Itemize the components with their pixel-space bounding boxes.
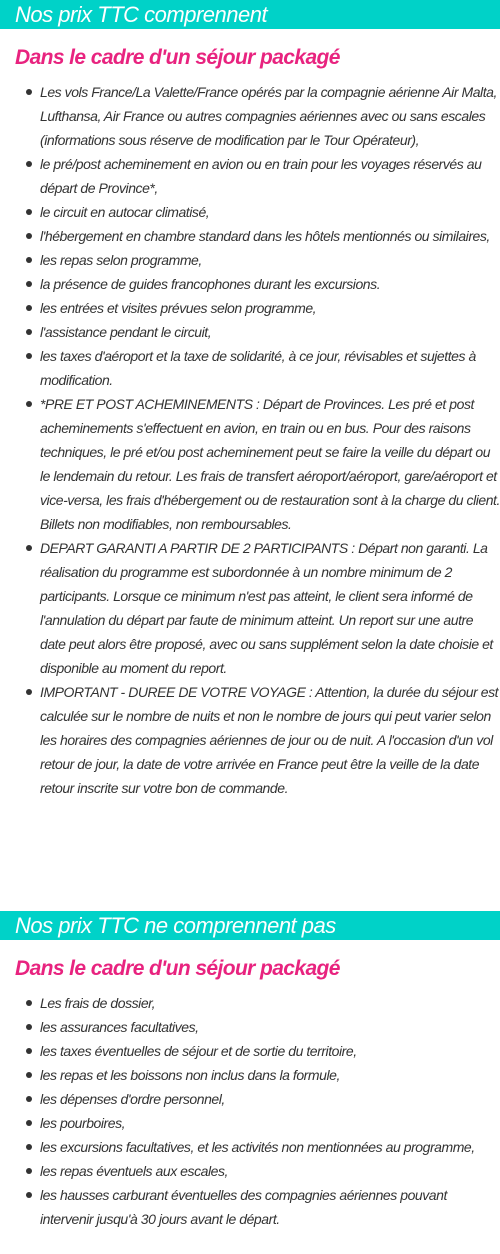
list-item bbox=[0, 1183, 500, 1231]
included-list bbox=[0, 80, 500, 800]
bullet-icon bbox=[26, 1144, 32, 1150]
bullet-icon bbox=[26, 401, 32, 407]
list-item bbox=[0, 1111, 500, 1135]
list-item bbox=[0, 320, 500, 344]
list-item bbox=[0, 224, 500, 248]
bullet-icon bbox=[26, 1072, 32, 1078]
bullet-icon bbox=[26, 545, 32, 551]
bullet-icon bbox=[26, 353, 32, 359]
list-item-text: la présence de guides francophones durant les excursions. bbox=[40, 276, 381, 292]
section-included-subtitle: Dans le cadre d'un séjour packagé bbox=[15, 46, 340, 69]
list-item bbox=[0, 536, 500, 680]
list-item bbox=[0, 1159, 500, 1183]
bullet-icon bbox=[26, 1168, 32, 1174]
list-item bbox=[0, 1135, 500, 1159]
bullet-icon bbox=[26, 233, 32, 239]
bullet-icon bbox=[26, 209, 32, 215]
list-item bbox=[0, 1087, 500, 1111]
bullet-icon bbox=[26, 281, 32, 287]
list-item-text: les repas éventuels aux escales, bbox=[40, 1163, 228, 1179]
list-item bbox=[0, 991, 500, 1015]
section-excluded-banner: Nos prix TTC ne comprennent pas bbox=[0, 911, 500, 940]
bullet-icon bbox=[26, 1048, 32, 1054]
list-item-text: l'assistance pendant le circuit, bbox=[40, 324, 212, 340]
list-item-text: Les vols France/La Valette/France opérés par la compagnie aérienne Air Malta, Lufthansa, Air France ou autres compagnies aériennes avec ou sans escales (informations sous réserve de modification par le Tour Opérateur), bbox=[40, 84, 497, 148]
list-item bbox=[0, 1039, 500, 1063]
bullet-icon bbox=[26, 257, 32, 263]
bullet-icon bbox=[26, 89, 32, 95]
bullet-icon bbox=[26, 1024, 32, 1030]
list-item bbox=[0, 344, 500, 392]
list-item bbox=[0, 80, 500, 152]
list-item bbox=[0, 248, 500, 272]
list-item-text: les dépenses d'ordre personnel, bbox=[40, 1091, 225, 1107]
list-item bbox=[0, 680, 500, 800]
list-item bbox=[0, 200, 500, 224]
list-item-text: DEPART GARANTI A PARTIR DE 2 PARTICIPANTS : Départ non garanti. La réalisation du programme est subordonnée à un nombre minimum de 2 participants. Lorsque ce minimum n'est pas atteint, le client sera informé de l'annulation du départ par faute de minimum atteint. Un report sur une autre date peut alors être proposé, avec ou sans supplément selon la date choisie et disponible au moment du report. bbox=[40, 540, 493, 676]
list-item-text: les pourboires, bbox=[40, 1115, 126, 1131]
list-item bbox=[0, 272, 500, 296]
list-item bbox=[0, 392, 500, 536]
bullet-icon bbox=[26, 161, 32, 167]
list-item-text: les assurances facultatives, bbox=[40, 1019, 199, 1035]
list-item-text: les repas selon programme, bbox=[40, 252, 202, 268]
list-item-text: *PRE ET POST ACHEMINEMENTS : Départ de Provinces. Les pré et post acheminements s'effectuent en avion, en train ou en bus. Pour des raisons techniques, le pré et/ou post acheminement peut se faire la veille du départ ou le lendemain du retour. Les frais de transfert aéroport/aéroport, gare/aéroport et vice-versa, les frais d'hébergement ou de restauration sont à la charge du client. Billets non modifiables, non remboursables. bbox=[40, 396, 500, 532]
bullet-icon bbox=[26, 1120, 32, 1126]
bullet-icon bbox=[26, 689, 32, 695]
list-item-text: les entrées et visites prévues selon programme, bbox=[40, 300, 317, 316]
list-item bbox=[0, 1063, 500, 1087]
list-item-text: les excursions facultatives, et les activités non mentionnées au programme, bbox=[40, 1139, 475, 1155]
list-item-text: Les frais de dossier, bbox=[40, 995, 156, 1011]
excluded-list bbox=[0, 991, 500, 1231]
bullet-icon bbox=[26, 1192, 32, 1198]
list-item-text: l'hébergement en chambre standard dans les hôtels mentionnés ou similaires, bbox=[40, 228, 490, 244]
bullet-icon bbox=[26, 1096, 32, 1102]
bullet-icon bbox=[26, 329, 32, 335]
list-item-text: le circuit en autocar climatisé, bbox=[40, 204, 210, 220]
list-item-text: les taxes éventuelles de séjour et de sortie du territoire, bbox=[40, 1043, 357, 1059]
section-excluded-subtitle: Dans le cadre d'un séjour packagé bbox=[15, 957, 340, 980]
list-item-text: IMPORTANT - DUREE DE VOTRE VOYAGE : Attention, la durée du séjour est calculée sur le nombre de nuits et non le nombre de jours qui peut varier selon les horaires des compagnies aériennes de jour ou de nuit. A l'occasion d'un vol retour de jour, la date de votre arrivée en France peut être la veille de la date retour inscrite sur votre bon de commande. bbox=[40, 684, 499, 796]
list-item bbox=[0, 296, 500, 320]
bullet-icon bbox=[26, 305, 32, 311]
list-item bbox=[0, 1015, 500, 1039]
section-included-banner: Nos prix TTC comprennent bbox=[0, 0, 500, 29]
list-item-text: les taxes d'aéroport et la taxe de solidarité, à ce jour, révisables et sujettes à modification. bbox=[40, 348, 476, 388]
list-item-text: le pré/post acheminement en avion ou en train pour les voyages réservés au départ de Province*, bbox=[40, 156, 482, 196]
list-item-text: les repas et les boissons non inclus dans la formule, bbox=[40, 1067, 340, 1083]
bullet-icon bbox=[26, 1000, 32, 1006]
list-item-text: les hausses carburant éventuelles des compagnies aériennes pouvant intervenir jusqu'à 30 jours avant le départ. bbox=[40, 1187, 447, 1227]
list-item bbox=[0, 152, 500, 200]
